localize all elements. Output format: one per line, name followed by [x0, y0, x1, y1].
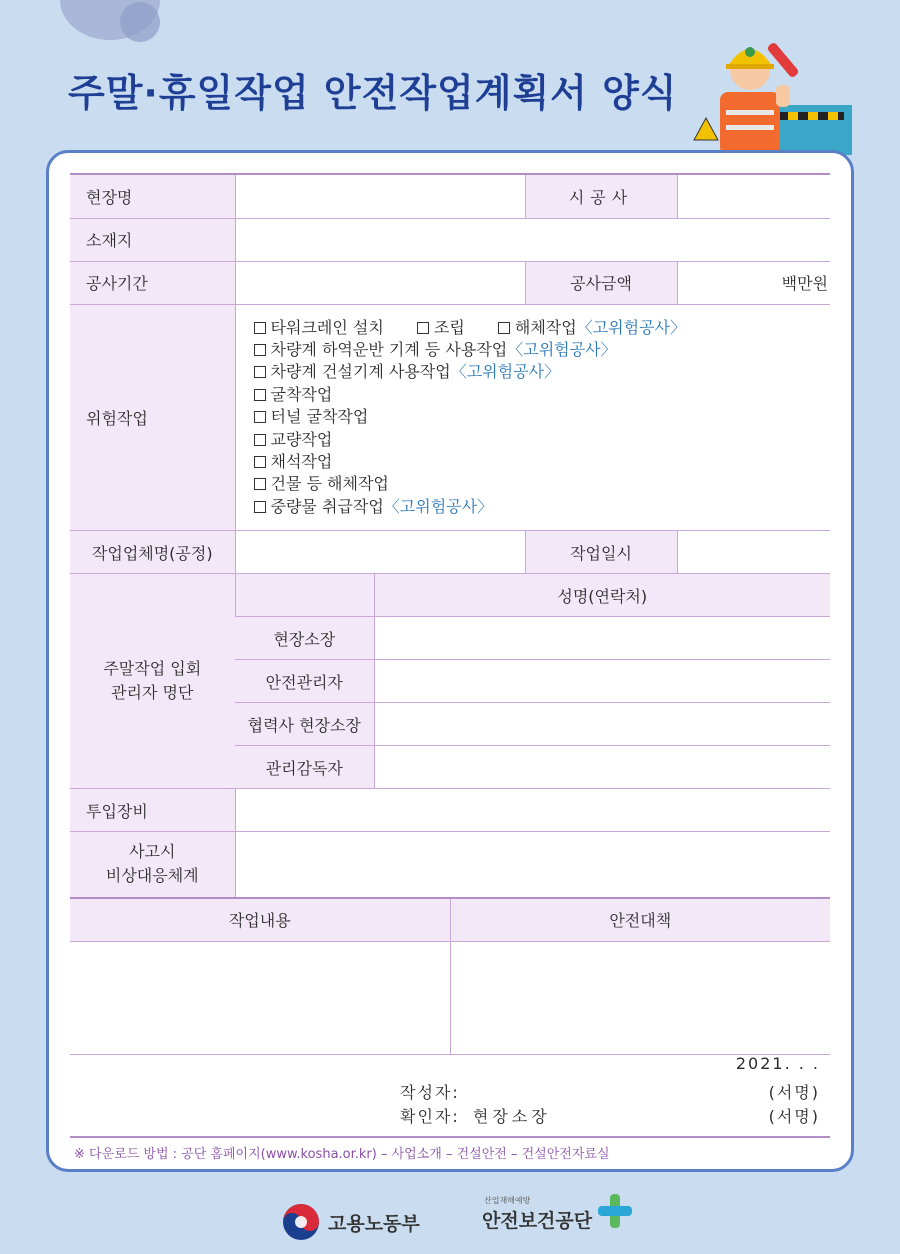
manager-role: 관리감독자: [235, 746, 374, 789]
row-manager-header: [70, 574, 830, 617]
kosha-name: 안전보건공단: [482, 1210, 593, 1232]
checkbox[interactable]: [254, 322, 266, 334]
sign-date: 2021. . .: [735, 1054, 820, 1073]
checkbox[interactable]: [417, 322, 429, 334]
company-field[interactable]: [235, 531, 525, 574]
checkbox[interactable]: [498, 322, 510, 334]
decor-circle-small: [120, 2, 160, 42]
row-site: [70, 175, 830, 218]
high-risk-tag: 〈고위험공사〉: [576, 317, 686, 337]
risk-label: 위험작업: [70, 304, 235, 531]
equipment-label: 투입장비: [70, 789, 235, 832]
emergency-label: 사고시 비상대응체계: [70, 832, 235, 898]
checkbox[interactable]: [254, 501, 266, 513]
manager-role: 현장소장: [235, 617, 374, 660]
risk-item[interactable]: 채석작업: [254, 451, 813, 473]
name-contact-header: 성명(연락처): [374, 574, 830, 617]
writer-label: 작성자:: [400, 1083, 460, 1102]
writer-row: [400, 1080, 830, 1103]
row-content-header: [70, 899, 830, 942]
high-risk-tag: 〈고위험공사〉: [450, 362, 560, 382]
checkbox[interactable]: [254, 344, 266, 356]
risk-checklist: [235, 304, 830, 531]
work-content-label: 작업내용: [70, 899, 450, 942]
kosha-cross-icon: [598, 1194, 632, 1228]
confirmer-label: 확인자:: [400, 1107, 460, 1126]
high-risk-tag: 〈고위험공사〉: [507, 339, 617, 359]
risk-line-1: [254, 317, 813, 339]
manager-contact-field[interactable]: [374, 660, 830, 703]
kosha-logo: [482, 1195, 632, 1233]
location-field[interactable]: [235, 218, 830, 261]
checkbox[interactable]: [254, 366, 266, 378]
amount-unit: 백만원: [781, 274, 828, 293]
amount-label: 공사금액: [525, 261, 677, 304]
emergency-field[interactable]: [235, 832, 830, 898]
risk-item[interactable]: 건물 등 해체작업: [254, 473, 813, 495]
contractor-field[interactable]: [677, 175, 830, 218]
contractor-label: 시공사: [525, 175, 677, 218]
construction-worker-illustration: [680, 30, 860, 155]
manager-contact-field[interactable]: [374, 746, 830, 789]
risk-item[interactable]: 굴착작업: [254, 384, 813, 406]
risk-item[interactable]: 교량작업: [254, 429, 813, 451]
risk-item[interactable]: 타워크레인 설치: [254, 318, 384, 337]
manager-contact-field[interactable]: [374, 617, 830, 660]
signature-area: [70, 1046, 830, 1136]
row-risk: [70, 304, 830, 531]
row-emergency: [70, 832, 830, 898]
checkbox[interactable]: [254, 411, 266, 423]
work-content-field[interactable]: [70, 942, 450, 1055]
risk-item[interactable]: 중량물 취급작업〈고위험공사〉: [254, 496, 813, 518]
work-date-label: 작업일시: [525, 531, 677, 574]
manager-role-header: [235, 574, 374, 617]
note-divider: [70, 1136, 830, 1138]
risk-item[interactable]: 터널 굴착작업: [254, 406, 813, 428]
location-label: 소재지: [70, 218, 235, 261]
amount-field[interactable]: [677, 261, 830, 304]
period-field[interactable]: [235, 261, 525, 304]
form-table-top: [70, 175, 830, 899]
site-name-field[interactable]: [235, 175, 525, 218]
safety-measure-label: 안전대책: [450, 899, 830, 942]
kosha-subtitle: 산업재해예방: [484, 1196, 531, 1205]
safety-measure-field[interactable]: [450, 942, 830, 1055]
manager-contact-field[interactable]: [374, 703, 830, 746]
checkbox[interactable]: [254, 456, 266, 468]
page-title: 주말·휴일작업 안전작업계획서 양식: [68, 71, 678, 115]
company-label: 작업업체명(공정): [70, 531, 235, 574]
risk-item[interactable]: 차량계 건설기계 사용작업〈고위험공사〉: [254, 361, 813, 383]
form-table-bottom: [70, 899, 830, 1056]
work-plan-form: [70, 173, 830, 1055]
confirmer-row: [400, 1104, 830, 1127]
equipment-field[interactable]: [235, 789, 830, 832]
writer-sign-mark[interactable]: (서명): [768, 1083, 820, 1102]
checkbox[interactable]: [254, 434, 266, 446]
risk-item[interactable]: 차량계 하역운반 기계 등 사용작업〈고위험공사〉: [254, 339, 813, 361]
period-label: 공사기간: [70, 261, 235, 304]
confirmer-role: 현장소장: [472, 1107, 551, 1126]
row-company: [70, 531, 830, 574]
row-location: [70, 218, 830, 261]
checkbox[interactable]: [254, 478, 266, 490]
confirmer-sign-mark[interactable]: (서명): [768, 1107, 820, 1126]
risk-item[interactable]: 조립: [417, 318, 465, 337]
row-content: [70, 942, 830, 1055]
download-note: ※ 다운로드 방법 : 공단 홈페이지(www.kosha.or.kr) – 사업소개 – 건설안전 – 건설안전자료실: [74, 1147, 610, 1162]
moel-logo: [282, 1203, 420, 1241]
manager-role: 안전관리자: [235, 660, 374, 703]
manager-role: 협력사 현장소장: [235, 703, 374, 746]
row-period: [70, 261, 830, 304]
moel-emblem-icon: [282, 1203, 320, 1241]
manager-group-label: 주말작업 입회 관리자 명단: [70, 574, 235, 789]
work-date-field[interactable]: [677, 531, 830, 574]
moel-name: 고용노동부: [328, 1212, 420, 1235]
row-equipment: [70, 789, 830, 832]
risk-item[interactable]: 해체작업〈고위험공사〉: [498, 318, 686, 337]
high-risk-tag: 〈고위험공사〉: [383, 496, 494, 516]
site-name-label: 현장명: [70, 175, 235, 218]
footer: [0, 1195, 900, 1245]
checkbox[interactable]: [254, 389, 266, 401]
